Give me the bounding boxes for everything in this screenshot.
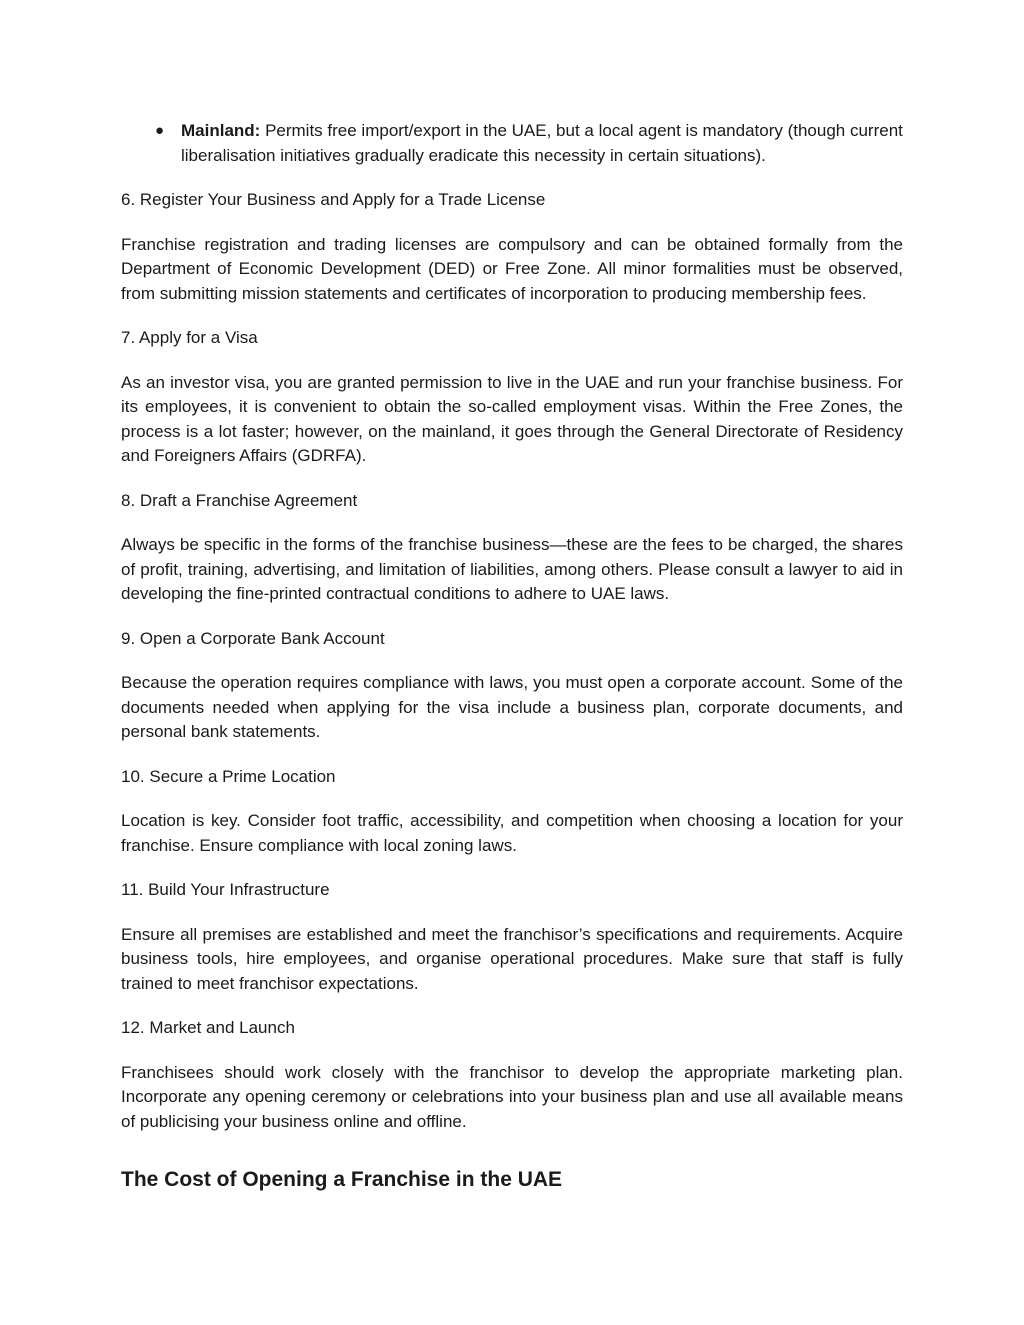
bullet-icon: ●	[155, 122, 165, 139]
step-heading-10: 10. Secure a Prime Location	[121, 766, 336, 786]
step-heading-9: 9. Open a Corporate Bank Account	[121, 628, 385, 648]
step-heading-11: 11. Build Your Infrastructure	[121, 880, 330, 899]
list-item-mainland	[121, 119, 903, 168]
step-heading-6: 6. Register Your Business and Apply for a Trade License	[121, 190, 546, 209]
step-body-6: Franchise registration and trading licenses are compulsory and can be obtained formally from the Department of Economic Development (DED) or Free Zone. All minor formalities must be observed, from submitting mission statements and certificates of incorporation to producing membership fees.	[121, 234, 903, 303]
step-body-10: Location is key. Consider foot traffic, accessibility, and competition when choosing a location for your franchise. Ensure compliance with local zoning laws.	[121, 811, 903, 855]
step-body-12: Franchisees should work closely with the franchisor to develop the appropriate marketing plan. Incorporate any opening ceremony or celebrations into your business plan and use all available means of publicising your business online and offline.	[121, 1062, 903, 1131]
document-page	[121, 119, 903, 1194]
bullet-label: Mainland:	[181, 121, 261, 140]
bullet-text: Permits free import/export in the UAE, but a local agent is mandatory (though current liberalisation initiatives gradually eradicate this necessity in certain situations).	[181, 121, 903, 165]
step-heading-7: 7. Apply for a Visa	[121, 328, 258, 347]
step-body-9: Because the operation requires compliance with laws, you must open a corporate account. Some of the documents needed when applying for the visa include a business plan, corporate documents, and personal bank statements.	[121, 673, 903, 741]
step-body-8: Always be specific in the forms of the franchise business—these are the fees to be charged, the shares of profit, training, advertising, and limitation of liabilities, among others. Please consult a lawyer to aid in developing the fine-printed contractual conditions to adhere to UAE laws.	[121, 535, 903, 603]
step-body-11: Ensure all premises are established and meet the franchisor’s specifications and requirements. Acquire business tools, hire employees, and organise operational procedures. Make sure that staff is fully trained to meet franchisor expectations.	[121, 924, 903, 993]
step-body-7: As an investor visa, you are granted permission to live in the UAE and run your franchise business. For its employees, it is convenient to obtain the so-called employment visas. Within the Free Zones, the process is a lot faster; however, on the mainland, it goes through the General Directorate of Residency and Foreigners Affairs (GDRFA).	[121, 372, 903, 465]
step-heading-8: 8. Draft a Franchise Agreement	[121, 490, 358, 510]
step-heading-12: 12. Market and Launch	[121, 1018, 295, 1037]
section-title: The Cost of Opening a Franchise in the UAE	[121, 1168, 563, 1191]
